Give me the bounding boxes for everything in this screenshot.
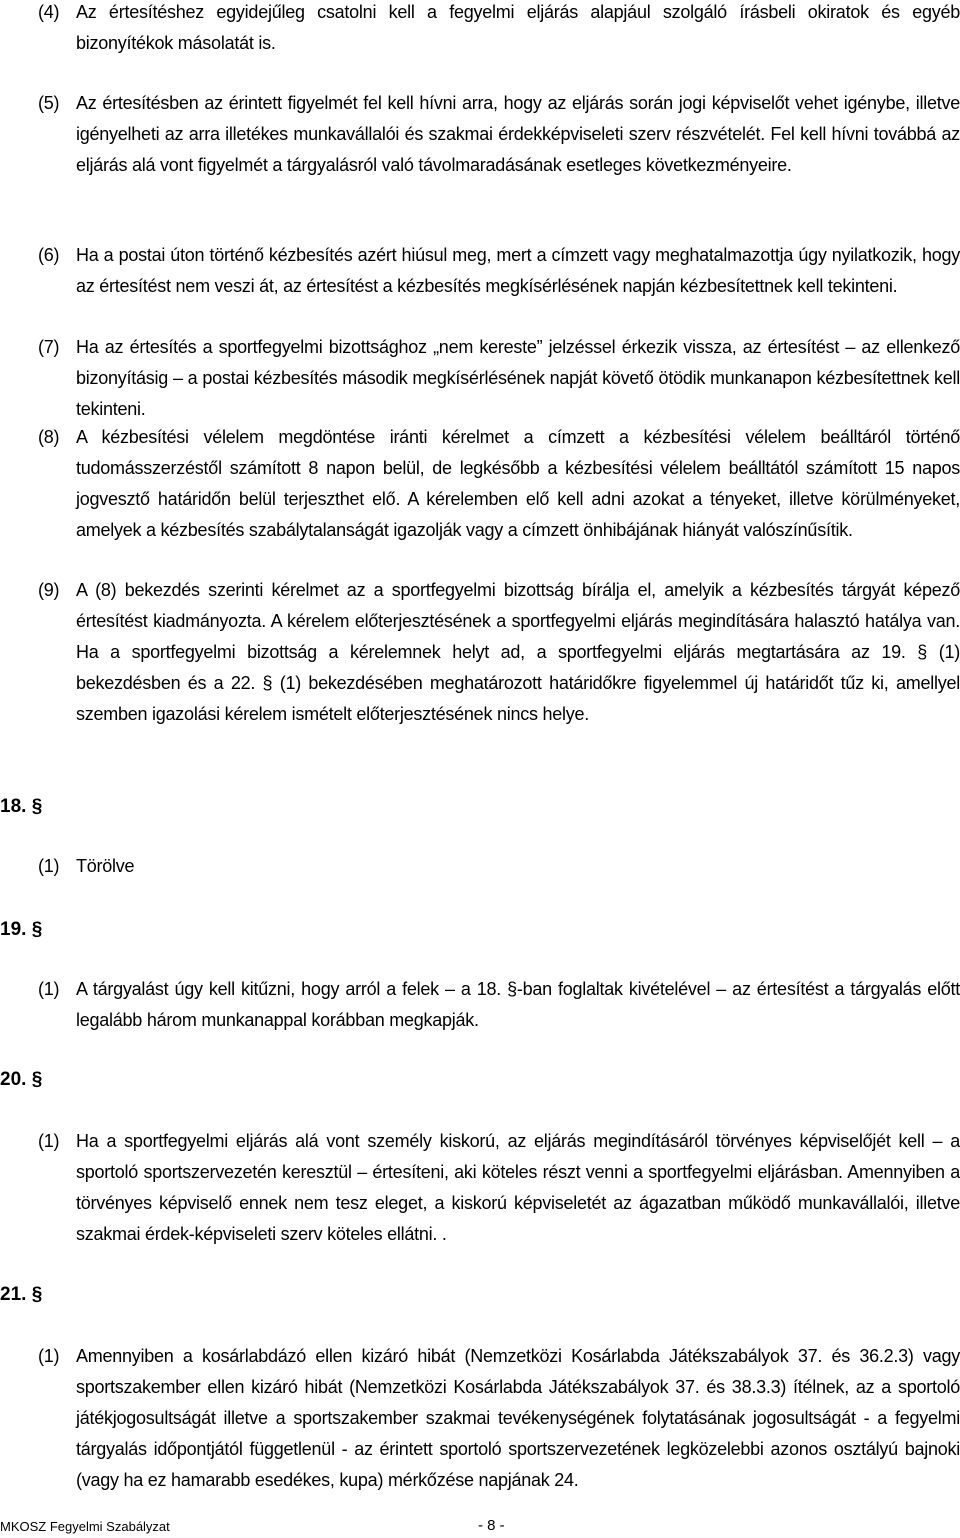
- paragraph-number: (6): [38, 245, 60, 265]
- page-number: - 8 -: [478, 1517, 505, 1534]
- paragraph-number: (9): [38, 580, 60, 600]
- paragraph-5: [38, 88, 960, 181]
- paragraph-8: [38, 422, 960, 546]
- paragraph-number: (8): [38, 427, 60, 447]
- paragraph-9: [38, 575, 960, 730]
- paragraph-number: (1): [38, 1131, 60, 1151]
- paragraph-number: (7): [38, 337, 60, 357]
- paragraph-text: A tárgyalást úgy kell kitűzni, hogy arról a felek – a 18. §-ban foglaltak kivételével – az értesítést a tárgyalás előtt legalább három munkanappal korábban megkapják.: [76, 979, 960, 1030]
- paragraph-number: (1): [38, 979, 60, 999]
- section-21-paragraph-1: [38, 1341, 960, 1496]
- section-heading-21: 21. §: [0, 1284, 43, 1305]
- paragraph-text: Ha az értesítés a sportfegyelmi bizottsághoz „nem kereste” jelzéssel érkezik vissza, az értesítést – az ellenkező bizonyításig – a postai kézbesítés második megkísérlésének napját követő ötödik munkanapon kézbesítettnek kell tekinteni.: [76, 337, 960, 419]
- paragraph-text: Ha a sportfegyelmi eljárás alá vont személy kiskorú, az eljárás megindításáról törvényes képviselőjét kell – a sportoló sportszervezetén keresztül – értesíteni, aki köteles részt venni a sportfegyelmi eljárásban. Amennyiben a törvényes képviselő ennek nem tesz eleget, a kiskorú képviseletét az ágazatban működő munkavállalói, illetve szakmai érdek-képviseleti szerv köteles ellátni. .: [76, 1131, 960, 1244]
- paragraph-number: (1): [38, 1346, 60, 1366]
- paragraph-number: (1): [38, 856, 60, 876]
- footer-title: MKOSZ Fegyelmi Szabályzat: [0, 1519, 170, 1534]
- paragraph-7: [38, 332, 960, 425]
- section-20-paragraph-1: [38, 1126, 960, 1250]
- paragraph-text: Ha a postai úton történő kézbesítés azért hiúsul meg, mert a címzett vagy meghatalmazottja úgy nyilatkozik, hogy az értesítést nem veszi át, az értesítést a kézbesítés megkísérlésének napján kézbesítettnek kell tekinteni.: [76, 245, 960, 296]
- paragraph-text: Az értesítéshez egyidejűleg csatolni kell a fegyelmi eljárás alapjául szolgáló írásbeli okiratok és egyéb bizonyítékok másolatát is.: [76, 2, 960, 53]
- paragraph-4: [38, 0, 960, 59]
- section-heading-20: 20. §: [0, 1069, 43, 1090]
- paragraph-text: A kézbesítési vélelem megdöntése iránti kérelmet a címzett a kézbesítési vélelem beálltáról történő tudomásszerzéstől számított 8 napon belül, de legkésőbb a kézbesítési vélelem beálltától számított 15 napos jogvesztő határidőn belül terjeszthet elő. A kérelemben elő kell adni azokat a tényeket, illetve körülményeket, amelyek a kézbesítés szabálytalanságát igazolják vagy a címzett önhibájának hiányát valószínűsítik.: [76, 427, 960, 540]
- paragraph-text: A (8) bekezdés szerinti kérelmet az a sportfegyelmi bizottság bírálja el, amelyik a kézbesítés tárgyát képező értesítést kiadmányozta. A kérelem előterjesztésének a sportfegyelmi eljárás megindítására halasztó hatálya van. Ha a sportfegyelmi bizottság a kérelemnek helyt ad, a sportfegyelmi eljárás megtartására az 19. § (1) bekezdésben és a 22. § (1) bekezdésében meghatározott határidőkre figyelemmel új határidőt tűz ki, amellyel szemben igazolási kérelem ismételt előterjesztésének nincs helye.: [76, 580, 960, 724]
- paragraph-number: (4): [38, 2, 60, 22]
- section-heading-19: 19. §: [0, 919, 43, 940]
- section-heading-18: 18. §: [0, 796, 43, 817]
- section-19-paragraph-1: [38, 974, 960, 1036]
- paragraph-text: Az értesítésben az érintett figyelmét fel kell hívni arra, hogy az eljárás során jogi képviselőt vehet igénybe, illetve igényelheti az arra illetékes munkavállalói és szakmai érdekképviseleti szerv részvételét. Fel kell hívni továbbá az eljárás alá vont figyelmét a tárgyalásról való távolmaradásának esetleges következményeire.: [76, 93, 960, 175]
- paragraph-number: (5): [38, 93, 60, 113]
- paragraph-text: Törölve: [76, 856, 135, 876]
- paragraph-6: [38, 240, 960, 302]
- paragraph-text: Amennyiben a kosárlabdázó ellen kizáró hibát (Nemzetközi Kosárlabda Játékszabályok 37. és 36.2.3) vagy sportszakember ellen kizáró hibát (Nemzetközi Kosárlabda Játékszabályok 37. és 38.3.3) ítélnek, az a sportoló játékjogosultságát illetve a sportszakember szakmai tevékenységének folytatásának jogosultságát - a fegyelmi tárgyalás időpontjától függetlenül - az érintett sportoló sportszervezetének legközelebbi azonos osztályú bajnoki (vagy ha ez hamarabb esedékes, kupa) mérkőzése napjának 24.: [76, 1346, 960, 1490]
- section-18-paragraph-1: [38, 851, 960, 882]
